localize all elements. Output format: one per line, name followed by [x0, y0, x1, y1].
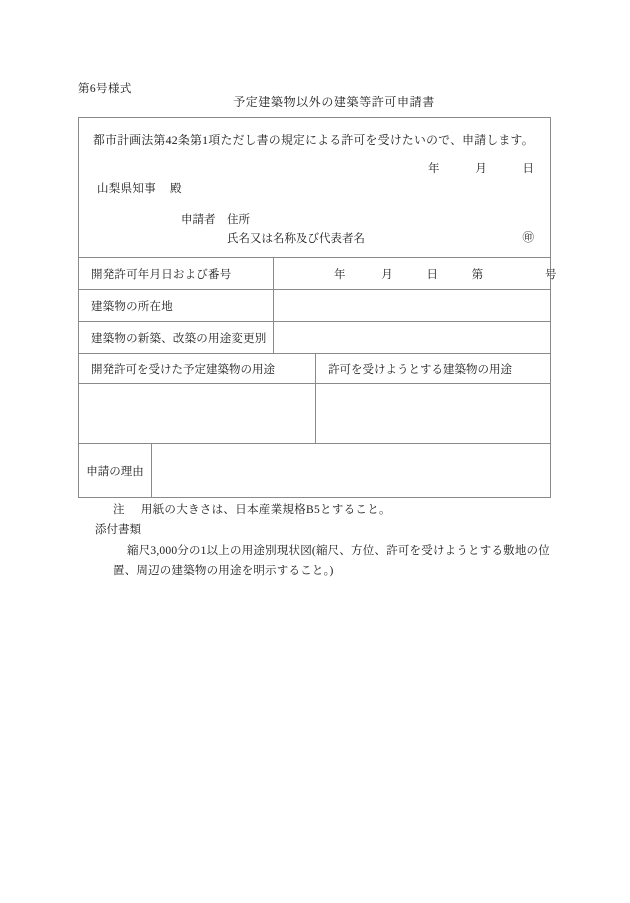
permit-number-label: 開発許可年月日および番号	[79, 258, 274, 289]
reason-value[interactable]	[152, 444, 550, 497]
permit-year-label: 年	[334, 268, 346, 281]
construction-type-value[interactable]	[274, 322, 550, 353]
intro-statement: 都市計画法第42条第1項ただし書の規定による許可を受けたいので、申請します。	[93, 133, 534, 147]
page-title: 予定建築物以外の建築等許可申請書	[233, 95, 435, 109]
reason-label: 申請の理由	[79, 444, 152, 497]
requested-use-value[interactable]	[316, 384, 550, 443]
note-marker: 注	[113, 504, 125, 516]
addressee-honorific: 殿	[170, 183, 182, 195]
table-row-construction-type	[79, 322, 550, 354]
requested-use-header: 許可を受けようとする建築物の用途	[328, 363, 512, 376]
applicant-label: 申請者	[181, 214, 216, 226]
permit-day-label: 日	[426, 268, 438, 281]
permit-number-prefix: 第	[471, 268, 484, 281]
application-form-table	[78, 117, 557, 498]
date-month-label: 月	[475, 163, 487, 175]
note-line	[113, 501, 391, 517]
table-row-use-headers	[79, 354, 550, 384]
attachment-description	[113, 541, 553, 581]
date-day-label: 日	[522, 163, 534, 175]
submission-date-line	[428, 160, 534, 176]
location-value[interactable]	[274, 290, 550, 321]
seal-icon: ㊞	[522, 232, 534, 244]
table-row-use-values	[79, 384, 550, 444]
table-row-location	[79, 290, 550, 322]
table-row-permit-number	[79, 258, 557, 290]
location-label: 建築物の所在地	[79, 290, 274, 321]
date-year-label: 年	[428, 163, 440, 175]
attachment-line-1: 縮尺3,000分の1以上の用途別現状図(縮尺、方位、許可を受けようとする敷地の位	[127, 545, 550, 557]
permit-number-value[interactable]	[274, 258, 557, 289]
permit-number-suffix: 号	[545, 268, 557, 281]
addressee-name: 山梨県知事	[97, 183, 156, 195]
intro-section	[79, 118, 550, 258]
permit-month-label: 月	[381, 268, 393, 281]
applicant-address-label: 住所	[227, 214, 250, 226]
attachment-title: 添付書類	[95, 524, 141, 536]
addressee	[97, 180, 182, 196]
construction-type-label: 建築物の新築、改築の用途変更別	[79, 322, 274, 353]
approved-use-header: 開発許可を受けた予定建築物の用途	[79, 354, 316, 383]
form-number: 第6号様式	[78, 83, 132, 95]
note-text: 用紙の大きさは、日本産業規格B5とすること。	[140, 504, 391, 516]
attachment-line-2: 置、周辺の建築物の用途を明示すること。)	[113, 565, 334, 577]
applicant-name-label: 氏名又は名称及び代表者名	[227, 233, 365, 245]
table-row-reason	[79, 444, 550, 497]
approved-use-value[interactable]	[79, 384, 316, 443]
